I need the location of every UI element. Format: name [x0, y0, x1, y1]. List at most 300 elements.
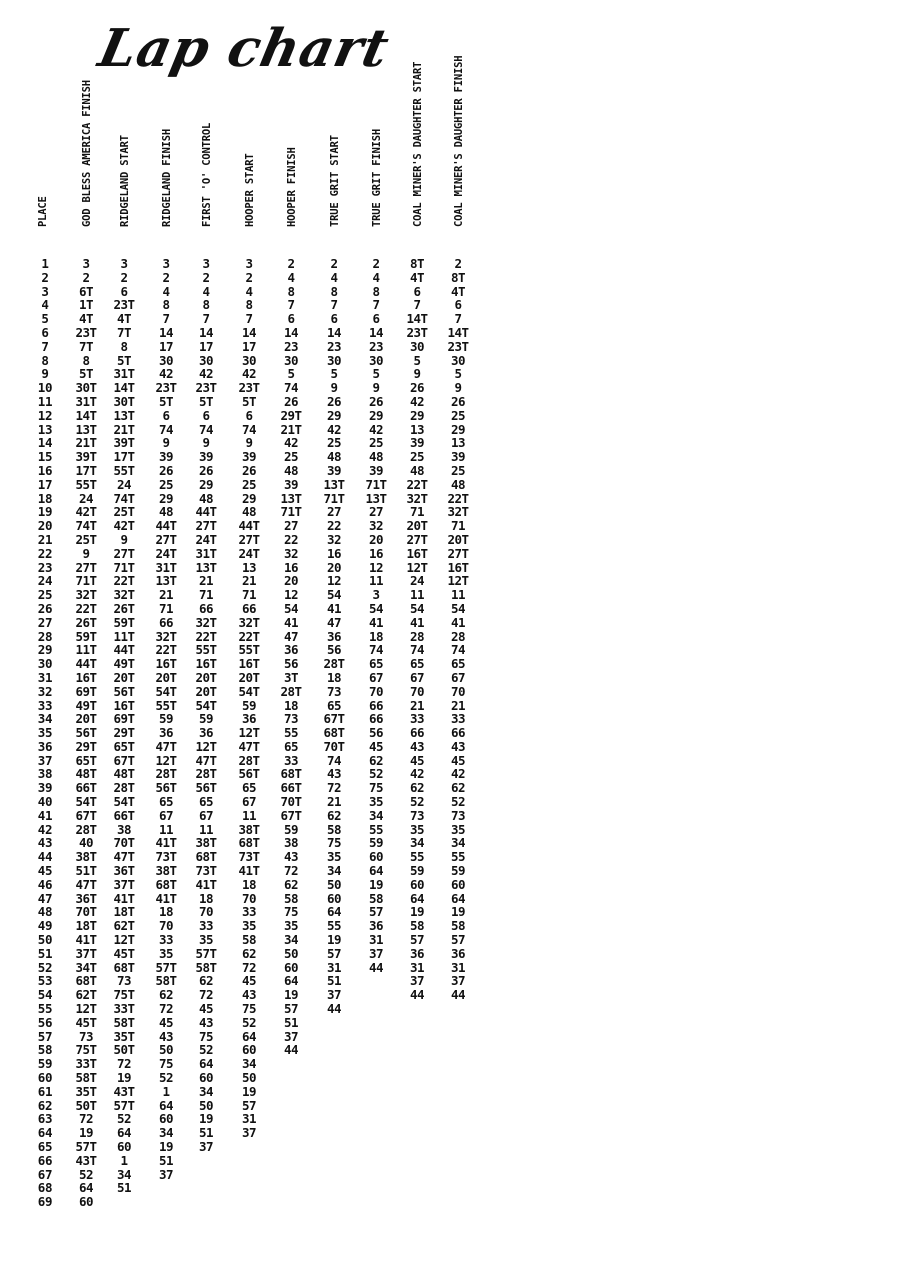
car-number-cell: 57T [195, 945, 217, 961]
car-number-cell: 32T [238, 614, 260, 630]
car-number-cell: 6T [78, 283, 94, 299]
car-number-cell: 20 [326, 559, 342, 575]
car-number-cell: 27T [238, 531, 260, 547]
car-number-cell: 42T [75, 504, 97, 520]
car-number-cell: 30T [113, 393, 135, 409]
car-number-cell: 9 [162, 435, 170, 451]
car-number-cell: 41 [368, 614, 384, 630]
car-number-cell: 8 [287, 283, 295, 299]
car-number-cell: 73T [155, 849, 177, 865]
car-number-cell: 54 [368, 600, 384, 616]
car-number-cell: 23T [406, 324, 428, 340]
car-number-cell: 48 [241, 504, 257, 520]
place-number: 24 [37, 573, 53, 589]
car-number-cell: 37 [409, 973, 425, 989]
car-number-cell: 24T [238, 545, 260, 561]
car-number-cell: 6 [245, 407, 253, 423]
car-number-cell: 62 [326, 807, 342, 823]
car-number-cell: 21T [113, 421, 135, 437]
car-number-cell: 4 [162, 283, 170, 299]
car-number-cell: 72 [241, 959, 257, 975]
car-number-cell: 65 [241, 780, 257, 796]
car-number-cell: 54T [238, 683, 260, 699]
place-number: 30 [37, 656, 53, 672]
car-number-cell: 30 [409, 338, 425, 354]
car-number-cell: 27T [75, 559, 97, 575]
car-number-cell: 35 [158, 945, 174, 961]
place-number: 10 [37, 380, 53, 396]
car-number-cell: 5T [78, 366, 94, 382]
car-number-cell: 45 [450, 752, 466, 768]
car-number-cell: 72 [326, 780, 342, 796]
car-number-cell: 66 [368, 711, 384, 727]
car-number-cell: 36 [326, 628, 342, 644]
car-number-cell: 32 [326, 531, 342, 547]
car-number-cell: 39 [368, 462, 384, 478]
car-number-cell: 44 [450, 987, 466, 1003]
car-number-cell: 74 [283, 380, 299, 396]
car-number-cell: 75 [326, 835, 342, 851]
car-number-cell: 54 [283, 600, 299, 616]
car-number-cell: 25T [113, 504, 135, 520]
car-number-cell: 5 [372, 366, 380, 382]
car-number-cell: 2 [162, 269, 170, 285]
car-number-cell: 2 [372, 256, 380, 271]
car-number-cell: 56T [195, 780, 217, 796]
car-number-cell: 54T [113, 794, 135, 810]
car-number-cell: 31 [450, 959, 466, 975]
car-number-cell: 20 [283, 573, 299, 589]
car-number-cell: 57 [241, 1097, 257, 1113]
car-number-cell: 71 [409, 504, 425, 520]
car-number-cell: 71T [280, 504, 302, 520]
car-number-cell: 62 [158, 987, 174, 1003]
car-number-cell: 20T [406, 518, 428, 534]
car-number-cell: 36 [283, 642, 299, 658]
car-number-cell: 58T [75, 1070, 97, 1086]
car-number-cell: 50 [326, 876, 342, 892]
car-number-cell: 52 [198, 1042, 214, 1058]
car-number-cell: 24T [155, 545, 177, 561]
car-number-cell: 65 [198, 794, 214, 810]
car-number-cell: 65T [113, 738, 135, 754]
car-number-cell: 36 [409, 945, 425, 961]
car-number-cell: 73T [195, 863, 217, 879]
car-number-cell: 18T [113, 904, 135, 920]
car-number-cell: 27 [326, 504, 342, 520]
car-number-cell: 50T [113, 1042, 135, 1058]
car-number-cell: 37T [113, 876, 135, 892]
car-number-cell: 19 [326, 932, 342, 948]
car-number-cell: 16T [406, 545, 428, 561]
car-number-cell: 42 [409, 393, 425, 409]
car-number-cell: 19 [198, 1111, 214, 1127]
car-number-cell: 74 [409, 642, 425, 658]
car-number-cell: 25 [326, 435, 342, 451]
car-number-cell: 9 [454, 380, 462, 396]
car-number-cell: 12T [75, 1001, 97, 1017]
car-number-cell: 35 [368, 794, 384, 810]
car-number-cell: 43 [409, 738, 425, 754]
car-number-cell: 66 [158, 614, 174, 630]
lap-column [104, 257, 144, 1195]
car-number-cell: 45T [75, 1014, 97, 1030]
car-number-cell: 51 [198, 1125, 214, 1141]
car-number-cell: 43 [158, 1028, 174, 1044]
car-number-cell: 37 [326, 987, 342, 1003]
car-number-cell: 7T [116, 324, 132, 340]
car-number-cell: 39T [75, 449, 97, 465]
car-number-cell: 23 [368, 338, 384, 354]
car-number-cell: 45T [113, 945, 135, 961]
car-number-cell: 22T [447, 490, 469, 506]
car-number-cell: 64 [368, 863, 384, 879]
car-number-cell: 43 [450, 738, 466, 754]
car-number-cell: 37 [450, 973, 466, 989]
place-number: 59 [37, 1056, 53, 1072]
car-number-cell: 4T [450, 283, 466, 299]
car-number-cell: 17 [198, 338, 214, 354]
car-number-cell: 19 [116, 1070, 132, 1086]
lap-column [397, 257, 437, 1002]
car-number-cell: 18T [75, 918, 97, 934]
car-number-cell: 59 [368, 835, 384, 851]
car-number-cell: 8T [409, 256, 425, 271]
car-number-cell: 20 [368, 531, 384, 547]
car-number-cell: 31 [368, 932, 384, 948]
chart-title: Lap chart [93, 18, 395, 79]
car-number-cell: 73 [283, 711, 299, 727]
car-number-cell: 19 [158, 1139, 174, 1154]
car-number-cell: 30 [198, 352, 214, 368]
car-number-cell: 44T [75, 656, 97, 672]
place-number: 12 [37, 407, 53, 423]
car-number-cell: 20T [447, 531, 469, 547]
car-number-cell: 7 [245, 311, 253, 327]
car-number-cell: 55T [113, 462, 135, 478]
car-number-cell: 43 [326, 766, 342, 782]
car-number-cell: 56T [238, 766, 260, 782]
car-number-cell: 7 [372, 297, 380, 313]
place-number: 31 [37, 669, 53, 685]
car-number-cell: 60 [450, 876, 466, 892]
car-number-cell: 42 [158, 366, 174, 382]
car-number-cell: 28T [75, 821, 97, 837]
car-number-cell: 12T [238, 725, 260, 741]
car-number-cell: 35 [326, 849, 342, 865]
car-number-cell: 44 [326, 1001, 342, 1017]
car-number-cell: 28T [195, 766, 217, 782]
place-number: 28 [37, 628, 53, 644]
lap-column [186, 257, 226, 1154]
place-number: 46 [37, 876, 53, 892]
car-number-cell: 34 [368, 807, 384, 823]
car-number-cell: 16T [75, 669, 97, 685]
car-number-cell: 73 [326, 683, 342, 699]
car-number-cell: 48T [113, 766, 135, 782]
column-header: HOOPER START [244, 153, 256, 227]
car-number-cell: 22T [75, 600, 97, 616]
car-number-cell: 64 [409, 890, 425, 906]
car-number-cell: 19 [283, 987, 299, 1003]
place-number: 15 [37, 449, 53, 465]
car-number-cell: 26 [158, 462, 174, 478]
place-number: 55 [37, 1001, 53, 1017]
car-number-cell: 6 [454, 297, 462, 313]
car-number-cell: 48 [326, 449, 342, 465]
car-number-cell: 24 [116, 476, 132, 492]
car-number-cell: 31T [195, 545, 217, 561]
car-number-cell: 65 [283, 738, 299, 754]
car-number-cell: 67 [450, 669, 466, 685]
car-number-cell: 62T [75, 987, 97, 1003]
car-number-cell: 29T [75, 738, 97, 754]
place-number: 7 [41, 338, 49, 354]
car-number-cell: 57T [155, 959, 177, 975]
car-number-cell: 68T [75, 973, 97, 989]
car-number-cell: 66T [75, 780, 97, 796]
car-number-cell: 58T [155, 973, 177, 989]
car-number-cell: 70 [368, 683, 384, 699]
car-number-cell: 39 [409, 435, 425, 451]
car-number-cell: 23 [283, 338, 299, 354]
car-number-cell: 7 [202, 311, 210, 327]
car-number-cell: 33 [198, 918, 214, 934]
place-number: 27 [37, 614, 53, 630]
place-number: 43 [37, 835, 53, 851]
car-number-cell: 23T [75, 324, 97, 340]
car-number-cell: 31 [241, 1111, 257, 1127]
car-number-cell: 70 [158, 918, 174, 934]
car-number-cell: 42 [326, 421, 342, 437]
car-number-cell: 38 [116, 821, 132, 837]
car-number-cell: 59 [450, 863, 466, 879]
car-number-cell: 2 [287, 256, 295, 271]
car-number-cell: 52 [409, 794, 425, 810]
car-number-cell: 7 [162, 311, 170, 327]
car-number-cell: 23 [326, 338, 342, 354]
car-number-cell: 48 [409, 462, 425, 478]
car-number-cell: 13T [75, 421, 97, 437]
place-number: 16 [37, 462, 53, 478]
car-number-cell: 2 [82, 269, 90, 285]
car-number-cell: 43 [198, 1014, 214, 1030]
car-number-cell: 13 [409, 421, 425, 437]
car-number-cell: 71T [365, 476, 387, 492]
car-number-cell: 34 [283, 932, 299, 948]
car-number-cell: 8 [120, 338, 128, 354]
car-number-cell: 68T [113, 959, 135, 975]
car-number-cell: 41 [450, 614, 466, 630]
car-number-cell: 14 [241, 324, 257, 340]
car-number-cell: 28T [238, 752, 260, 768]
car-number-cell: 26 [326, 393, 342, 409]
column-header: PLACE [37, 196, 49, 227]
car-number-cell: 64 [241, 1028, 257, 1044]
car-number-cell: 54 [326, 587, 342, 603]
car-number-cell: 44T [238, 518, 260, 534]
car-number-cell: 34 [116, 1166, 132, 1182]
car-number-cell: 25 [368, 435, 384, 451]
car-number-cell: 1 [120, 1152, 128, 1168]
place-number: 44 [37, 849, 53, 865]
car-number-cell: 45 [158, 1014, 174, 1030]
column-header: FIRST 'O' CONTROL [201, 122, 213, 227]
car-number-cell: 23T [195, 380, 217, 396]
car-number-cell: 3 [82, 256, 90, 271]
car-number-cell: 6 [287, 311, 295, 327]
lap-column [271, 257, 311, 1057]
car-number-cell: 21 [326, 794, 342, 810]
car-number-cell: 34 [198, 1083, 214, 1099]
car-number-cell: 16T [113, 697, 135, 713]
car-number-cell: 11 [241, 807, 257, 823]
place-number: 13 [37, 421, 53, 437]
car-number-cell: 48 [198, 490, 214, 506]
car-number-cell: 14 [198, 324, 214, 340]
car-number-cell: 14T [406, 311, 428, 327]
car-number-cell: 6 [162, 407, 170, 423]
car-number-cell: 73 [78, 1028, 94, 1044]
car-number-cell: 21 [409, 697, 425, 713]
car-number-cell: 60 [198, 1070, 214, 1086]
car-number-cell: 58T [113, 1014, 135, 1030]
place-number: 56 [37, 1014, 53, 1030]
car-number-cell: 58 [409, 918, 425, 934]
car-number-cell: 29T [113, 725, 135, 741]
car-number-cell: 44 [283, 1042, 299, 1058]
place-number: 57 [37, 1028, 53, 1044]
car-number-cell: 47 [326, 614, 342, 630]
car-number-cell: 25 [450, 462, 466, 478]
car-number-cell: 36 [450, 945, 466, 961]
car-number-cell: 23T [447, 338, 469, 354]
car-number-cell: 71T [113, 559, 135, 575]
car-number-cell: 21T [75, 435, 97, 451]
car-number-cell: 42 [198, 366, 214, 382]
car-number-cell: 14 [283, 324, 299, 340]
car-number-cell: 18 [158, 904, 174, 920]
car-number-cell: 8 [245, 297, 253, 313]
car-number-cell: 56 [368, 725, 384, 741]
car-number-cell: 24T [195, 531, 217, 547]
place-number: 11 [37, 393, 53, 409]
car-number-cell: 41 [326, 600, 342, 616]
car-number-cell: 72 [158, 1001, 174, 1017]
car-number-cell: 6 [413, 283, 421, 299]
car-number-cell: 41T [155, 890, 177, 906]
car-number-cell: 55 [368, 821, 384, 837]
place-number: 14 [37, 435, 53, 451]
car-number-cell: 28 [450, 628, 466, 644]
car-number-cell: 36 [158, 725, 174, 741]
place-number: 26 [37, 600, 53, 616]
car-number-cell: 6 [120, 283, 128, 299]
car-number-cell: 5T [116, 352, 132, 368]
car-number-cell: 75 [368, 780, 384, 796]
car-number-cell: 67T [323, 711, 345, 727]
car-number-cell: 75 [198, 1028, 214, 1044]
car-number-cell: 29T [280, 407, 302, 423]
car-number-cell: 18 [368, 628, 384, 644]
car-number-cell: 14T [447, 324, 469, 340]
car-number-cell: 25 [283, 449, 299, 465]
car-number-cell: 57T [75, 1139, 97, 1154]
car-number-cell: 45 [409, 752, 425, 768]
place-number: 49 [37, 918, 53, 934]
car-number-cell: 7T [78, 338, 94, 354]
car-number-cell: 54 [409, 600, 425, 616]
car-number-cell: 17 [241, 338, 257, 354]
car-number-cell: 70 [450, 683, 466, 699]
place-number: 33 [37, 697, 53, 713]
car-number-cell: 41T [238, 863, 260, 879]
car-number-cell: 56T [113, 683, 135, 699]
car-number-cell: 45 [241, 973, 257, 989]
car-number-cell: 42 [241, 366, 257, 382]
car-number-cell: 6 [330, 311, 338, 327]
car-number-cell: 72 [78, 1111, 94, 1127]
column-header: COAL MINER'S DAUGHTER START [412, 61, 424, 227]
car-number-cell: 55T [238, 642, 260, 658]
car-number-cell: 62T [113, 918, 135, 934]
car-number-cell: 25 [241, 476, 257, 492]
car-number-cell: 22 [283, 531, 299, 547]
car-number-cell: 12T [113, 932, 135, 948]
car-number-cell: 4 [287, 269, 295, 285]
car-number-cell: 38 [283, 835, 299, 851]
car-number-cell: 35 [198, 932, 214, 948]
car-number-cell: 75 [283, 904, 299, 920]
car-number-cell: 64 [158, 1097, 174, 1113]
car-number-cell: 17T [113, 449, 135, 465]
car-number-cell: 26 [409, 380, 425, 396]
car-number-cell: 12T [195, 738, 217, 754]
car-number-cell: 50 [198, 1097, 214, 1113]
car-number-cell: 65 [368, 656, 384, 672]
car-number-cell: 55T [155, 697, 177, 713]
car-number-cell: 2 [245, 269, 253, 285]
car-number-cell: 5 [330, 366, 338, 382]
car-number-cell: 65 [409, 656, 425, 672]
car-number-cell: 38T [195, 835, 217, 851]
car-number-cell: 19 [78, 1125, 94, 1141]
car-number-cell: 74 [326, 752, 342, 768]
place-number: 1 [41, 256, 49, 271]
car-number-cell: 67T [75, 807, 97, 823]
place-number: 21 [37, 531, 53, 547]
car-number-cell: 72 [198, 987, 214, 1003]
car-number-cell: 54T [75, 794, 97, 810]
car-number-cell: 11 [368, 573, 384, 589]
place-number: 17 [37, 476, 53, 492]
car-number-cell: 58 [241, 932, 257, 948]
car-number-cell: 74 [450, 642, 466, 658]
car-number-cell: 37 [368, 945, 384, 961]
car-number-cell: 21T [280, 421, 302, 437]
car-number-cell: 21 [241, 573, 257, 589]
car-number-cell: 3 [120, 256, 128, 271]
car-number-cell: 55T [75, 476, 97, 492]
car-number-cell: 19 [409, 904, 425, 920]
car-number-cell: 23T [113, 297, 135, 313]
car-number-cell: 43T [113, 1083, 135, 1099]
car-number-cell: 25T [75, 531, 97, 547]
car-number-cell: 49T [113, 656, 135, 672]
car-number-cell: 36 [198, 725, 214, 741]
car-number-cell: 67 [158, 807, 174, 823]
car-number-cell: 13T [280, 490, 302, 506]
